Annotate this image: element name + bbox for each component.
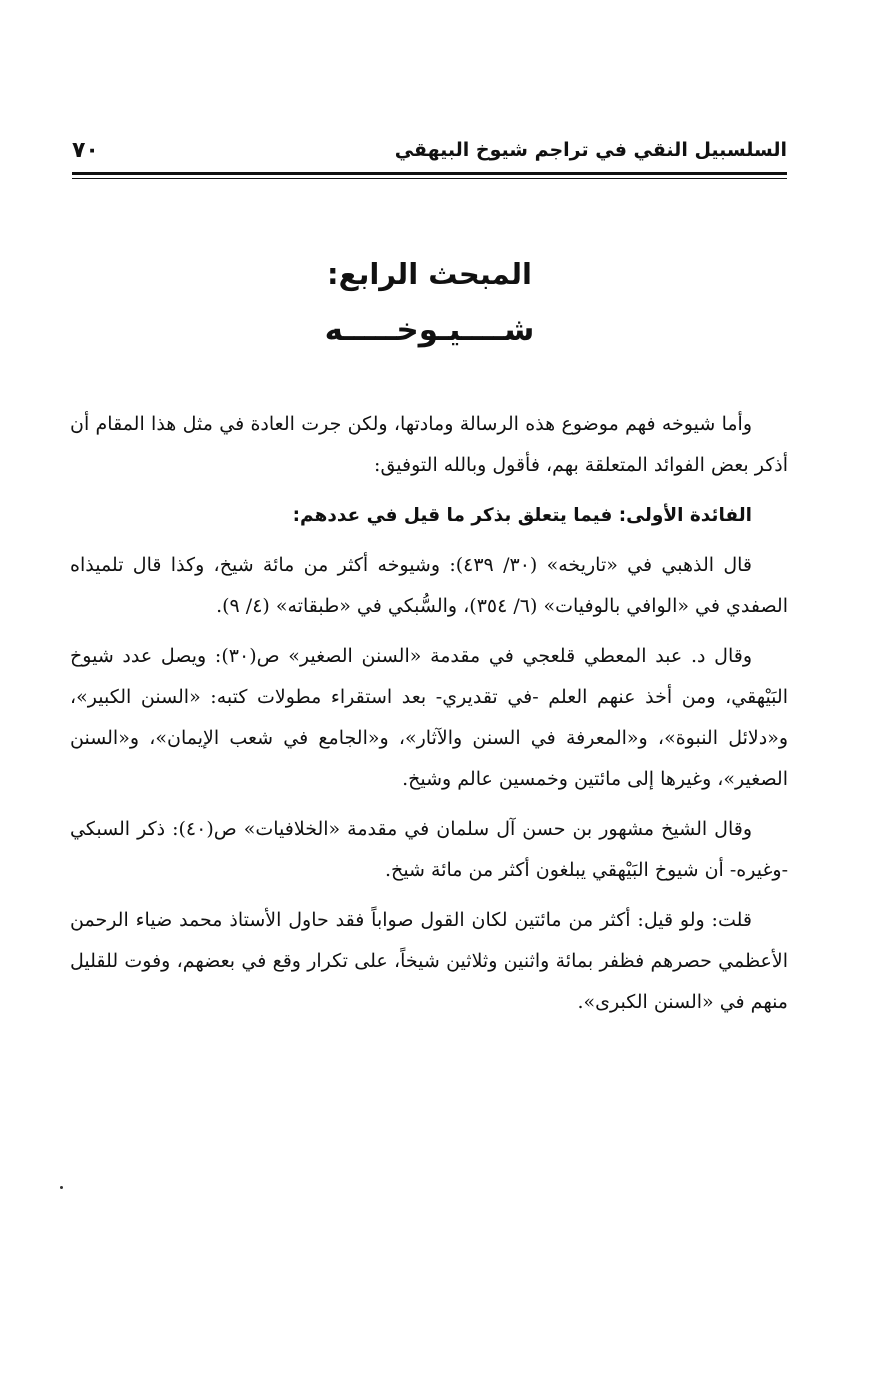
paragraph-qultu: قلت: ولو قيل: أكثر من مائتين لكان القول صواباً فقد حاول الأستاذ محمد ضياء الرحمن الأعظمي حصرهم فظفر بمائة واثنين وثلاثين شيخاً، على تكرار وقع في بعضهم، وفوت للقليل منهم في «السنن الكبرى». [70, 909, 788, 1013]
paragraph-dhahabi: قال الذهبي في «تاريخه» (٣٠/ ٤٣٩): وشيوخه أكثر من مائة شيخ، وكذا قال تلميذاه الصفدي في «الوافي بالوفيات» (٦/ ٣٥٤)، والسُّبكي في «طبقاته» (٤/ ٩). [70, 554, 788, 617]
section-title: شــــيـوخـــــه [324, 312, 535, 348]
header-rule-thick [72, 172, 787, 175]
paragraph-subheading: الفائدة الأولى: فيما يتعلق بذكر ما قيل في عددهم: [292, 505, 752, 526]
section-heading: المبحث الرابع: [327, 257, 532, 291]
print-speck [60, 1186, 63, 1189]
paragraph-mashhur: وقال الشيخ مشهور بن حسن آل سلمان في مقدمة «الخلافيات» ص(٤٠): ذكر السبكي -وغيره- أن شيوخ البَيْهقي يبلغون أكثر من مائة شيخ. [70, 818, 788, 881]
paragraph-qalaji: وقال د. عبد المعطي قلعجي في مقدمة «السنن الصغير» ص(٣٠): ويصل عدد شيوخ البَيْهقي، ومن أخذ عنهم العلم -في تقديري- بعد استقراء مطولات كتبه: «السنن الكبير»، و«دلائل النبوة»، و«المعرفة في السنن والآثار»، و«الجامع في شعب الإيمان»، و«السنن الصغير»، وغيرها إلى مائتين وخمسين عالم وشيخ. [70, 645, 788, 790]
running-title: السلسبيل النقي في تراجم شيوخ البيهقي [394, 139, 787, 161]
page-number: ٧٠ [72, 137, 99, 163]
header-rule-thin [72, 178, 787, 179]
body-text [70, 404, 788, 1032]
paragraph-intro: وأما شيوخه فهم موضوع هذه الرسالة ومادتها، ولكن جرت العادة في مثل هذا المقام أن أذكر بعض الفوائد المتعلقة بهم، فأقول وبالله التوفيق: [70, 413, 788, 476]
page-header [72, 130, 787, 170]
